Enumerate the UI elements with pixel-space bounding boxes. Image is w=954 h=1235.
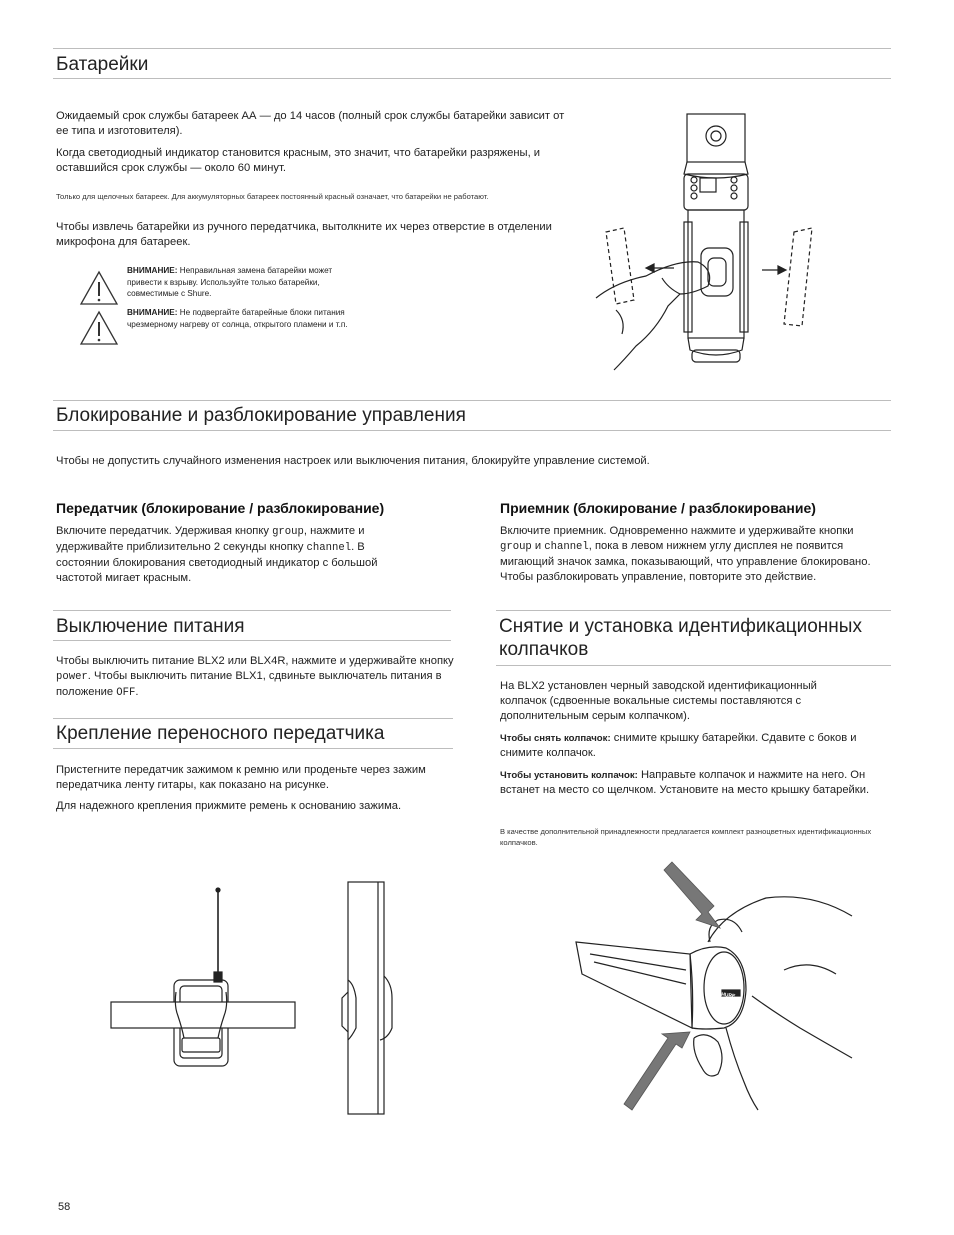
section-title-lock: Блокирование и разблокирование управления	[56, 405, 466, 426]
power-text-b: . Чтобы выключить питание BLX1, сдвиньте выключатель питания в положение	[56, 670, 442, 698]
rx-channel-word: channel	[544, 541, 589, 553]
warning-2-label: ВНИМАНИЕ:	[127, 308, 178, 317]
power-text	[56, 654, 460, 701]
batteries-paragraph-1: Ожидаемый срок службы батареек АА — до 14 часов (полный срок службы батарейки зависит от ее типа и изготовителя).	[56, 110, 565, 137]
tx-text-a: Включите передатчик. Удерживая кнопку	[56, 525, 273, 537]
caps-remove	[500, 731, 894, 761]
power-text-a: Чтобы выключить питание BLX2 или BLX4R, нажмите и удерживайте кнопку	[56, 655, 454, 667]
section-title-caps: Снятие и установка идентификационных колпачков	[499, 616, 862, 660]
warning-2-text: Не подвергайте батарейные блоки питания чрезмерному нагреву от солнца, открытого пламени и т.п.	[127, 308, 348, 329]
caps-note: В качестве дополнительной принадлежности предлагается комплект разноцветных идентификационных колпачков.	[500, 827, 872, 847]
batteries-paragraph-3: Чтобы извлечь батарейки из ручного передатчика, вытолкните их через отверстие в отделении микрофона для батареек.	[56, 221, 552, 248]
power-word: power	[56, 671, 88, 683]
section-rule	[53, 748, 453, 749]
section-rule	[496, 665, 891, 666]
power-text-c: .	[135, 686, 139, 698]
caps-remove-label: Чтобы снять колпачок:	[500, 733, 611, 744]
tx-text-b: , нажмите и удерживайте приблизительно 2 секунды кнопку	[56, 525, 365, 553]
warning-2	[127, 307, 359, 330]
section-title-power: Выключение питания	[56, 616, 245, 637]
page-number: 58	[58, 1201, 71, 1213]
section-rule	[53, 610, 451, 611]
off-word: OFF	[116, 687, 136, 699]
transmitter-lock-heading: Передатчик (блокирование / разблокирование)	[56, 500, 385, 516]
section-title-batteries: Батарейки	[56, 54, 149, 75]
warning-1-label: ВНИМАНИЕ:	[127, 266, 178, 275]
cap-removal-illustration	[574, 862, 854, 1112]
caps-paragraph-1: На BLX2 установлен черный заводской идентификационный колпачок (сдвоенные вокальные системы поставляются с дополнительным серым колпачком).	[500, 680, 817, 722]
warning-triangle-icon	[79, 310, 119, 346]
mount-paragraph-2: Для надежного крепления прижмите ремень к основанию зажима.	[56, 800, 402, 812]
tx-text-c: . В состоянии блокирования светодиодный индикатор с большой частотой мигает красным.	[56, 541, 378, 584]
rx-text-b: и	[531, 540, 545, 552]
mount-paragraph-1: Пристегните передатчик зажимом к ремню или проденьте через зажим передатчика ленту гитары, как показано на рисунке.	[56, 764, 426, 791]
caps-install-text: Направьте колпачок и нажмите на него. Он встанет на место со щелчком. Установите на место крышку батарейки.	[500, 769, 870, 796]
warning-1	[127, 265, 349, 300]
rx-text-c: , пока в левом нижнем углу дисплея не появится мигающий значок замка, показывающий, что управление блокировано. Чтобы разблокировать управление, повторите это действие.	[500, 540, 871, 583]
receiver-lock-text	[500, 524, 880, 585]
section-rule	[496, 610, 891, 611]
rx-group-word: group	[500, 541, 532, 553]
bodypack-belt-side-illustration	[338, 880, 398, 1116]
tx-group-word: group	[272, 526, 304, 538]
section-title-mount: Крепление переносного передатчика	[56, 723, 385, 744]
batteries-note: Только для щелочных батареек. Для аккумуляторных батареек постоянный красный означает, что батарейки не работают.	[56, 192, 489, 201]
section-rule	[53, 48, 891, 49]
receiver-lock-heading: Приемник (блокирование / разблокирование)	[500, 500, 816, 516]
battery-removal-illustration	[596, 110, 836, 375]
warning-1-text: Неправильная замена батарейки может привести к взрыву. Используйте только батарейки, совместимые с Shure.	[127, 266, 333, 298]
shure-logo: SHURE	[717, 991, 736, 1000]
section-rule	[53, 640, 451, 641]
caps-install	[500, 768, 896, 798]
section-rule	[53, 78, 891, 79]
caps-remove-text: снимите крышку батарейки. Сдавите с боков и снимите колпачок.	[500, 732, 857, 759]
transmitter-lock-text	[56, 524, 418, 586]
caps-install-label: Чтобы установить колпачок:	[500, 770, 638, 781]
rx-text-a: Включите приемник. Одновременно нажмите и удерживайте кнопки	[500, 525, 854, 537]
warning-triangle-icon	[79, 270, 119, 306]
section-rule	[53, 400, 891, 401]
batteries-paragraph-2: Когда светодиодный индикатор становится красным, это значит, что батарейки разряжены, и оставшийся срок службы — около 60 минут.	[56, 147, 541, 174]
bodypack-belt-front-illustration	[110, 888, 300, 1068]
section-rule	[53, 718, 453, 719]
section-rule	[53, 430, 891, 431]
lock-intro: Чтобы не допустить случайного изменения настроек или выключения питания, блокируйте управление системой.	[56, 455, 650, 467]
tx-channel-word: channel	[306, 542, 352, 554]
